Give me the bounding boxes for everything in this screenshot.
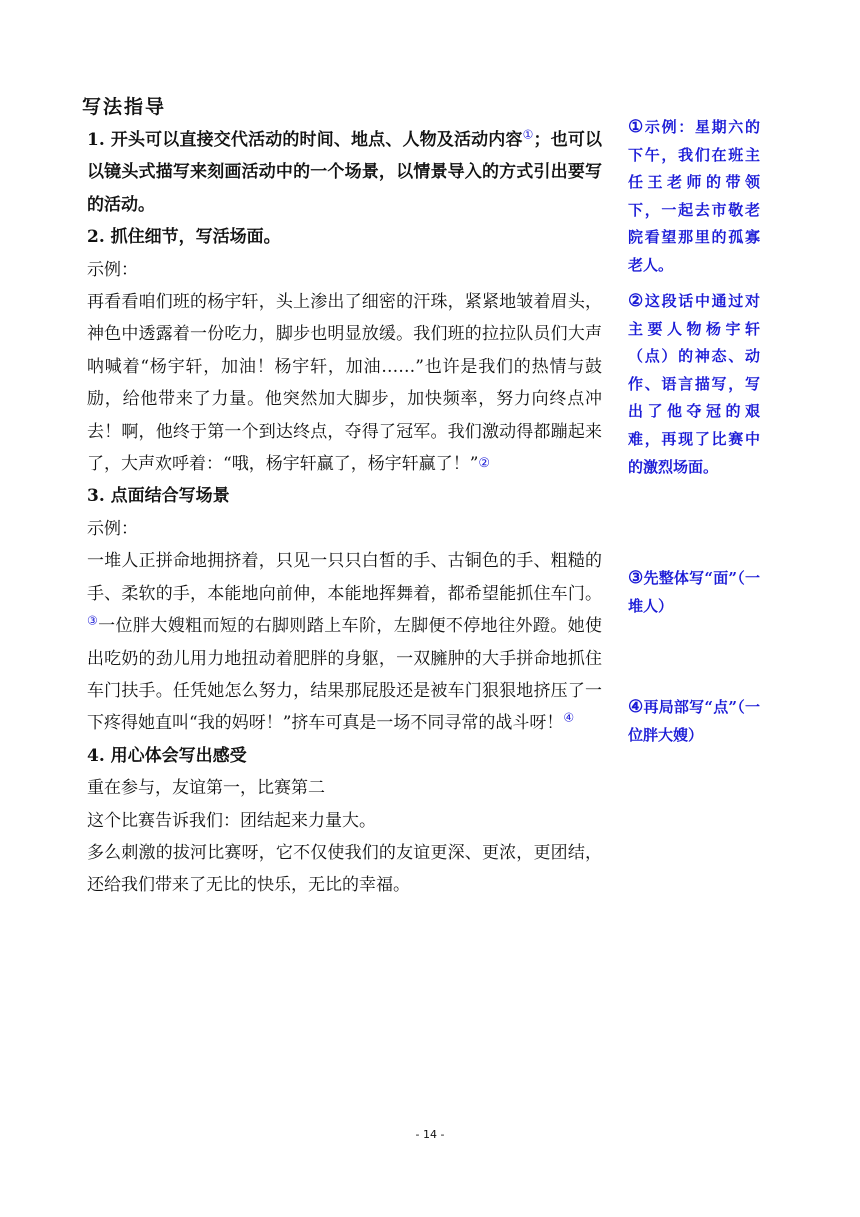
subheading-4: 4. 用心体会写出感受 — [87, 745, 247, 766]
example-1-text: 再看看咱们班的杨宇轩，头上渗出了细密的汗珠，紧紧地皱着眉头，神色中透露着一份吃力，脚步也明显放缓。我们班的拉拉队员们大声呐喊着“杨宇轩，加油！杨宇轩，加油……”也许是我们的热情与鼓励，给他带来了力量。他突然加大脚步，加快频率，努力向终点冲去！啊，他终于第一个到达终点，夺得了冠军。我们激动得都蹦起来了，大声欢呼着：“哦，杨宇轩赢了，杨宇轩赢了！” — [87, 292, 602, 475]
line-2: 这个比赛告诉我们：团结起来力量大。 — [87, 810, 376, 831]
line-3: 多么刺激的拔河比赛呀，它不仅使我们的友谊更深、更浓，更团结，还给我们带来了无比的快乐，无比的幸福。 — [87, 842, 602, 896]
section-heading: 写法指导 — [82, 96, 167, 118]
note-4-text: 再局部写“点”（一位胖大嫂） — [628, 698, 760, 744]
footnote-ref-4: ④ — [563, 710, 575, 725]
note-4-number: ④ — [628, 697, 644, 717]
main-text — [87, 124, 602, 902]
note-3-number: ③ — [628, 568, 644, 588]
subheading-2: 2. 抓住细节，写活场面。 — [87, 227, 281, 248]
example-2-text-a: 一堆人正拼命地拥挤着，只见一只只白皙的手、古铜色的手、粗糙的手、柔软的手，本能地向前伸，本能地挥舞着，都希望能抓住车门。 — [87, 551, 602, 604]
margin-note-3 — [628, 565, 760, 620]
note-2-text: 这段话中通过对主要人物杨宇轩（点）的神态、动作、语言描写，写出了他夺冠的艰难，再现了比赛中的激烈场面。 — [628, 292, 760, 476]
footnote-ref-1: ① — [522, 127, 534, 142]
example-2 — [87, 545, 602, 739]
example-label-2: 示例： — [87, 518, 138, 539]
note-3-text: 先整体写“面”（一堆人） — [628, 569, 760, 615]
line-1: 重在参与，友谊第一，比赛第二 — [87, 778, 325, 799]
note-2-number: ② — [628, 291, 645, 311]
paragraph-1 — [87, 124, 602, 221]
example-label-1: 示例： — [87, 259, 138, 280]
example-1 — [87, 286, 602, 480]
paragraph-1-rest: ；也可以以镜头式描写来刻画活动中的一个场景，以情景导入的方式引出要写的活动。 — [87, 130, 603, 215]
subheading-3: 3. 点面结合写场景 — [87, 486, 230, 507]
margin-note-2 — [628, 288, 760, 481]
example-2-text-b: 一位胖大嫂粗而短的右脚则踏上车阶，左脚便不停地往外蹬。她使出吃奶的劲儿用力地扭动着肥胖的身躯，一双臃肿的大手拼命地抓住车门扶手。任凭她怎么努力，结果那屁股还是被车门狠狠地挤压了一下疼得她直叫“我的妈呀！”挤车可真是一场不同寻常的战斗呀！ — [87, 616, 603, 734]
note-1-number: ① — [628, 117, 645, 137]
footnote-ref-2: ② — [478, 456, 491, 472]
margin-note-4 — [628, 694, 760, 749]
footnote-ref-3: ③ — [87, 613, 99, 628]
page-number: - 14 - — [415, 1128, 445, 1141]
note-1-text: 示例：星期六的下午，我们在班主任王老师的带领下，一起去市敬老院看望那里的孤寡老人。 — [628, 118, 760, 274]
margin-note-1 — [628, 114, 760, 280]
paragraph-1-text: 1. 开头可以直接交代活动的时间、地点、人物及活动内容 — [87, 130, 523, 150]
